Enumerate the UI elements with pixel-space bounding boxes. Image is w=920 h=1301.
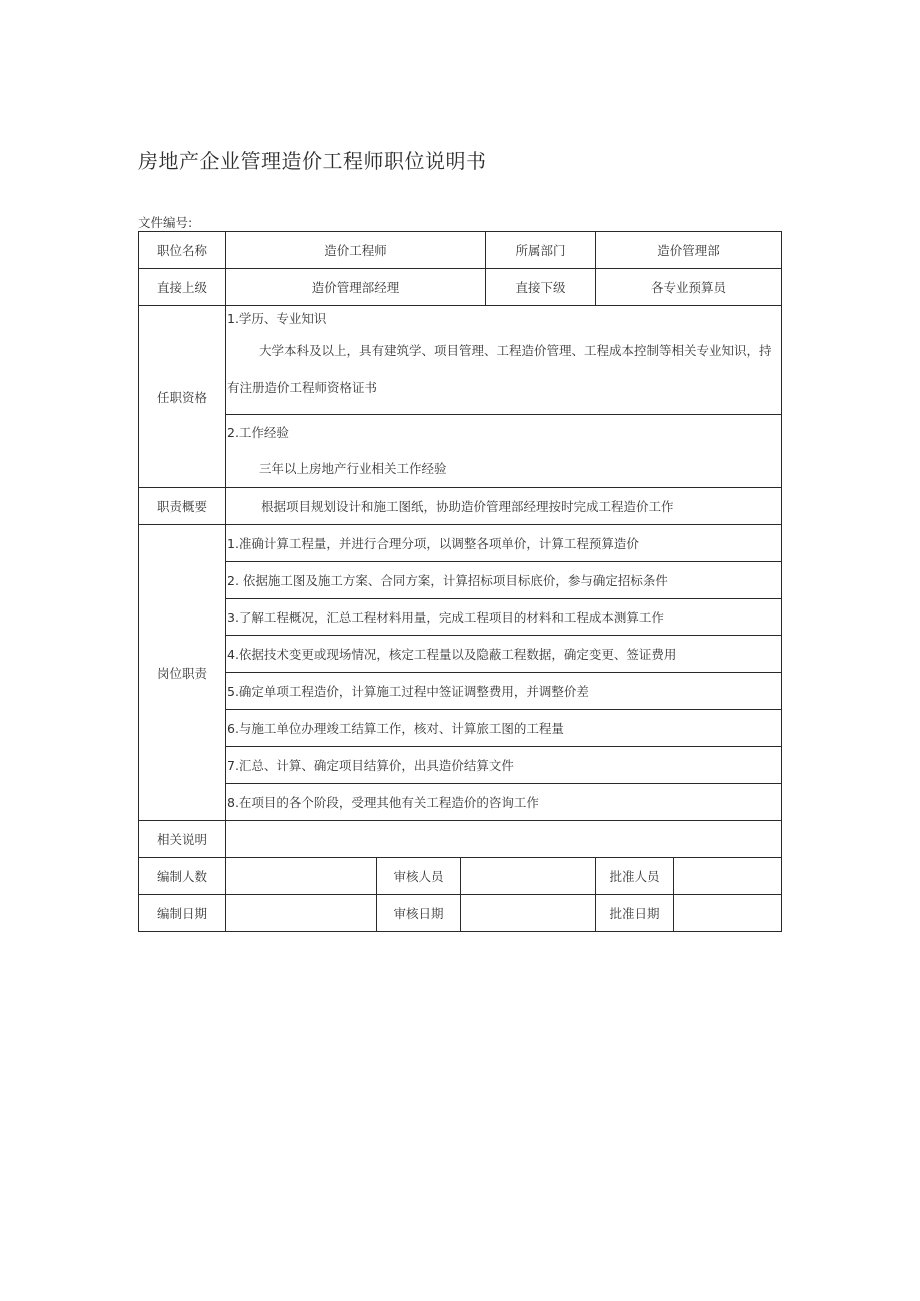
job-description-table — [138, 231, 782, 932]
notes-value — [226, 821, 782, 858]
superior-value: 造价管理部经理 — [226, 269, 486, 306]
duty-row — [139, 710, 782, 747]
doc-number-label: 文件编号: — [138, 215, 193, 230]
experience-text: 三年以上房地产行业相关工作经验 — [259, 461, 447, 476]
duty-row — [139, 525, 782, 562]
education-heading: 1.学历、专业知识 — [227, 311, 327, 326]
prepared-count-value — [226, 858, 377, 895]
duty-item: 7.汇总、计算、确定项目结算价，出具造价结算文件 — [226, 747, 782, 784]
signoff-date-row — [139, 895, 782, 932]
position-name-label: 职位名称 — [139, 232, 226, 269]
department-label: 所属部门 — [486, 232, 596, 269]
duty-row — [139, 599, 782, 636]
review-date-value — [461, 895, 596, 932]
superior-label: 直接上级 — [139, 269, 226, 306]
summary-text: 根据项目规划设计和施工图纸，协助造价管理部经理按时完成工程造价工作 — [226, 488, 782, 525]
experience-cell — [226, 415, 782, 488]
subordinate-label: 直接下级 — [486, 269, 596, 306]
duty-item: 6.与施工单位办理竣工结算工作，核对、计算旅工图的工程量 — [226, 710, 782, 747]
notes-row — [139, 821, 782, 858]
education-text: 大学本科及以上，具有建筑学、项目管理、工程造价管理、工程成本控制等相关专业知识，持有注册造价工程师资格证书 — [227, 343, 772, 395]
duty-row — [139, 784, 782, 821]
notes-label: 相关说明 — [139, 821, 226, 858]
approver-label: 批准人员 — [596, 858, 674, 895]
review-date-label: 审核日期 — [377, 895, 461, 932]
page-title: 房地产企业管理造价工程师职位说明书 — [138, 149, 487, 173]
experience-heading: 2.工作经验 — [227, 425, 289, 440]
reporting-row — [139, 269, 782, 306]
duty-item: 4.依据技术变更或现场情况，核定工程量以及隐蔽工程数据，确定变更、签证费用 — [226, 636, 782, 673]
signoff-people-row — [139, 858, 782, 895]
duty-item: 8.在项目的各个阶段，受理其他有关工程造价的咨询工作 — [226, 784, 782, 821]
position-name-value: 造价工程师 — [226, 232, 486, 269]
duty-row — [139, 673, 782, 710]
duty-item: 3.了解工程概况，汇总工程材料用量，完成工程项目的材料和工程成本测算工作 — [226, 599, 782, 636]
position-row — [139, 232, 782, 269]
reviewer-label: 审核人员 — [377, 858, 461, 895]
approver-value — [674, 858, 782, 895]
reviewer-value — [461, 858, 596, 895]
qualification-label: 任职资格 — [139, 306, 226, 488]
education-cell — [226, 306, 782, 415]
duty-row — [139, 747, 782, 784]
approve-date-label: 批准日期 — [596, 895, 674, 932]
approve-date-value — [674, 895, 782, 932]
prepared-date-label: 编制日期 — [139, 895, 226, 932]
summary-row — [139, 488, 782, 525]
qualification-education-row — [139, 306, 782, 415]
prepared-date-value — [226, 895, 377, 932]
duty-row — [139, 562, 782, 599]
prepared-count-label: 编制人数 — [139, 858, 226, 895]
department-value: 造价管理部 — [596, 232, 782, 269]
duty-item: 5.确定单项工程造价，计算施工过程中签证调整费用，并调整价差 — [226, 673, 782, 710]
duty-item: 1.准确计算工程量，并进行合理分项，以调整各项单价，计算工程预算造价 — [226, 525, 782, 562]
duty-item: 2. 依据施工图及施工方案、合同方案，计算招标项目标底价，参与确定招标条件 — [226, 562, 782, 599]
duty-row — [139, 636, 782, 673]
qualification-experience-row — [139, 415, 782, 488]
summary-label: 职责概要 — [139, 488, 226, 525]
subordinate-value: 各专业预算员 — [596, 269, 782, 306]
duties-label: 岗位职责 — [139, 525, 226, 821]
